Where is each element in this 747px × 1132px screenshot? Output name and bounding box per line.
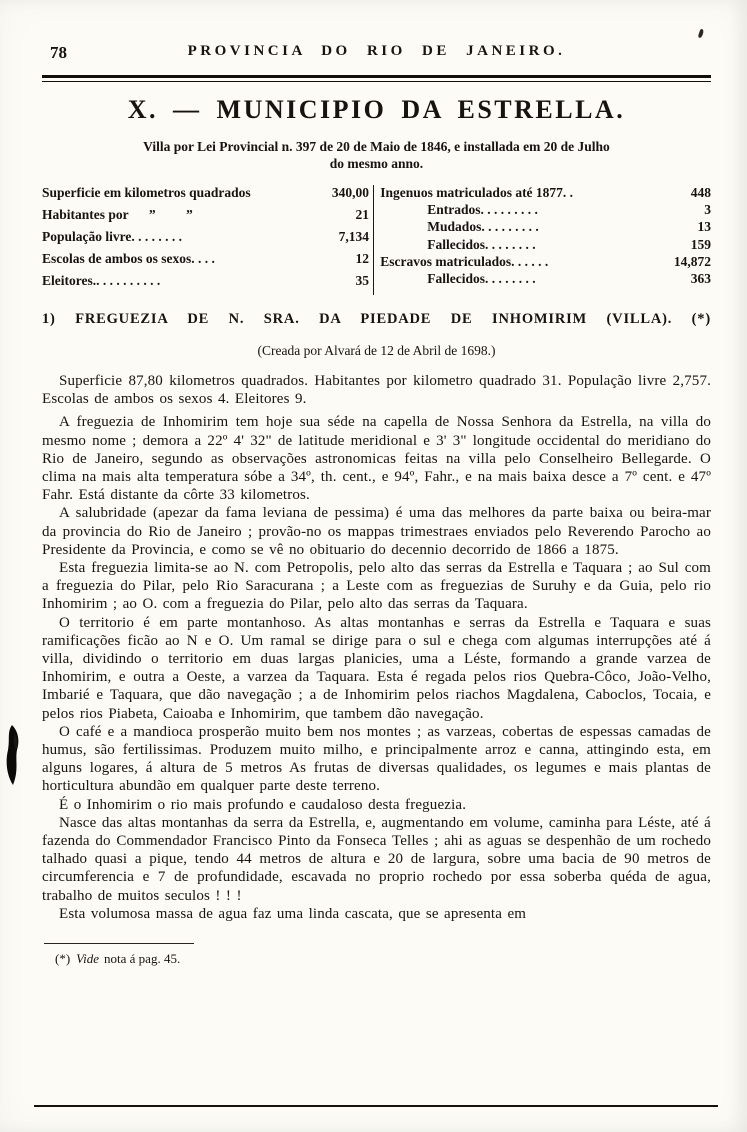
body-paragraph: É o Inhomirim o rio mais profundo e caudaloso desta freguezia. bbox=[59, 796, 467, 813]
chapter-title: X. — MUNICIPIO DA ESTRELLA. bbox=[127, 95, 626, 124]
chapter-subtitle bbox=[42, 138, 711, 172]
stat-row bbox=[42, 251, 369, 273]
stat-row bbox=[380, 185, 711, 202]
stat-value: 35 bbox=[355, 273, 369, 288]
footnote-marker: (*) bbox=[55, 951, 71, 967]
stat-value: 7,134 bbox=[338, 229, 369, 244]
stat-label: Escolas de ambos os sexos. . . . bbox=[42, 251, 215, 266]
stat-label: Escravos matriculados. . . . . . bbox=[380, 253, 549, 269]
stat-row bbox=[380, 202, 711, 219]
running-header: PROVINCIA DO RIO DE JANEIRO. bbox=[187, 43, 566, 59]
statistics-right-column bbox=[377, 185, 711, 295]
stat-row bbox=[380, 237, 711, 254]
stat-value: 340,00 bbox=[331, 185, 369, 200]
section-heading: 1) FREGUEZIA DE N. SRA. DA PIEDADE DE INHOMIRIM (VILLA). (*) bbox=[42, 311, 711, 327]
body-paragraph: Nasce das altas montanhas da serra da Estrella, e, augmentando em volume, caminha para Léste, até á fazenda do Commendador Francisco Pinto da Fonseca Telles ; ahi as aguas se despenhão de um rochedo talhado quasi a pique, tendo 44 metros de altura e 20 de largura, sobre uma bacia de 90 metros de circumferencia e 7 de profundidade, escavada no proprio rochedo por essa soberba quéda de agua, trabalho de muitos seculos ! ! ! bbox=[42, 814, 711, 904]
ink-blot-artifact bbox=[3, 724, 29, 786]
stat-value: 3 bbox=[704, 202, 711, 218]
stat-value: 14,872 bbox=[673, 253, 711, 269]
footnote bbox=[42, 951, 711, 967]
stat-value: 12 bbox=[355, 251, 369, 266]
stat-row bbox=[380, 254, 711, 271]
body-paragraph: O territorio é em parte montanhoso. As altas montanhas e serras da Estrella e Taquara e suas ramificações ficão ao N e O. Um ramal se dirige para o sul e chega com algumas interrupções até á villa, dividindo o territorio em duas largas planicies, uma a Léste, formando a grande varzea de Inhomirim, e outra a Oeste, a varzea da Taquara. Esta é regada pelos rios Quebra-Côco, João-Velho, Imbarié e Taquara, que dão navegação ; a de Inhomirim pelos riachos Magdalena, Caboclos, Tocaia, e pelos rios Piabeta, Caioaba e Inhomirim, que tambem dão navegação. bbox=[42, 614, 711, 722]
statistics-left-column bbox=[42, 185, 369, 295]
stat-label: Fallecidos. . . . . . . . bbox=[427, 236, 536, 252]
section-subheading: (Creada por Alvará de 12 de Abril de 1698.) bbox=[257, 343, 496, 358]
body-paragraph: A salubridade (apezar da fama leviana de pessima) é uma das melhores da parte baixa ou beira-mar da provincia do Rio de Janeiro ; provão-no os mappas trimestraes enviados pelo Reverendo Parocho ao Presidente da Provincia, e como se vê no obituario do decennio decorrido de 1866 a 1875. bbox=[42, 505, 711, 558]
body-paragraph: Esta freguezia limita-se ao N. com Petropolis, pelo alto das serras da Estrella e Taquara ; ao Sul com a freguezia do Pilar, pelo Rio Saracurana ; a Leste com as freguezias de Suruhy e da Guia, pelo rio Inhomirim ; ao O. com a freguezia do Pilar, pelo alto das serras da Taquara. bbox=[42, 560, 711, 613]
body-paragraph: Esta volumosa massa de agua faz uma linda cascata, que se apresenta em bbox=[59, 905, 527, 922]
stat-row bbox=[42, 207, 369, 229]
stat-row bbox=[42, 185, 369, 207]
running-header-row bbox=[42, 42, 711, 64]
stat-row bbox=[42, 229, 369, 251]
stat-label: Fallecidos. . . . . . . . bbox=[427, 270, 536, 286]
stat-value: 159 bbox=[690, 236, 711, 252]
body-paragraph: Superficie 87,80 kilometros quadrados. Habitantes por kilometro quadrado 31. População livre 2,757. Escolas de ambos os sexos 4. Eleitores 9. bbox=[42, 373, 711, 408]
statistics-table bbox=[42, 185, 711, 295]
stat-value: 363 bbox=[690, 270, 711, 286]
body-text bbox=[42, 372, 711, 923]
stat-row bbox=[42, 273, 369, 295]
stat-row bbox=[380, 271, 711, 288]
body-paragraph: O café e a mandioca prosperão muito bem nos montes ; as varzeas, cobertas de espessas camadas de humus, são fertilissimas. Produzem muito milho, e principalmente arroz e canna, attingindo esta, em alguns logares, á altura de 5 metros As frutas de diversas qualidades, os legumes e mais plantas de horticultura abundão em qualquer parte deste terreno. bbox=[42, 723, 711, 795]
footnote-italic-word: Vide bbox=[76, 951, 100, 967]
body-paragraph: A freguezia de Inhomirim tem hoje sua séde na capella de Nossa Senhora da Estrella, na villa do mesmo nome ; demora a 22º 4' 32" de latitude meridional e 3' 3" longitude occidental do meridiano do Rio de Janeiro, segundo as observações astronomicas feitas na villa pelo Conselheiro Bellegarde. O clima na mais alta temperatura sóbe a 34º, th. cent., e 94º, Fahr., e na mais baixa desce a 7º cent. e 47º Fahr. Está distante da côrte 33 kilometros. bbox=[42, 414, 711, 504]
stat-label: Mudados. . . . . . . . . bbox=[427, 219, 539, 235]
stat-value: 13 bbox=[697, 219, 711, 235]
header-double-rule bbox=[42, 75, 711, 82]
stat-label: Ingenuos matriculados até 1877. . bbox=[380, 185, 574, 200]
page-number: 78 bbox=[50, 43, 67, 62]
footnote-separator-rule bbox=[44, 943, 194, 944]
stat-label: Habitantes por ” ” bbox=[42, 207, 193, 222]
stat-value: 448 bbox=[690, 185, 711, 200]
column-divider-rule bbox=[373, 185, 374, 295]
footnote-text: nota á pag. 45. bbox=[104, 951, 181, 967]
subtitle-line-2: do mesmo anno. bbox=[329, 156, 424, 171]
stat-value: 21 bbox=[355, 207, 369, 222]
stat-label: População livre. . . . . . . . bbox=[42, 229, 182, 244]
stat-label: Eleitores.. . . . . . . . . . bbox=[42, 273, 161, 288]
page-bottom-rule bbox=[34, 1105, 718, 1107]
stat-label: Entrados. . . . . . . . . bbox=[427, 202, 538, 218]
subtitle-line-1: Villa por Lei Provincial n. 397 de 20 de Maio de 1846, e installada em 20 de Julho bbox=[143, 139, 610, 154]
stat-label: Superficie em kilometros quadrados bbox=[42, 185, 251, 200]
stat-row bbox=[380, 219, 711, 236]
